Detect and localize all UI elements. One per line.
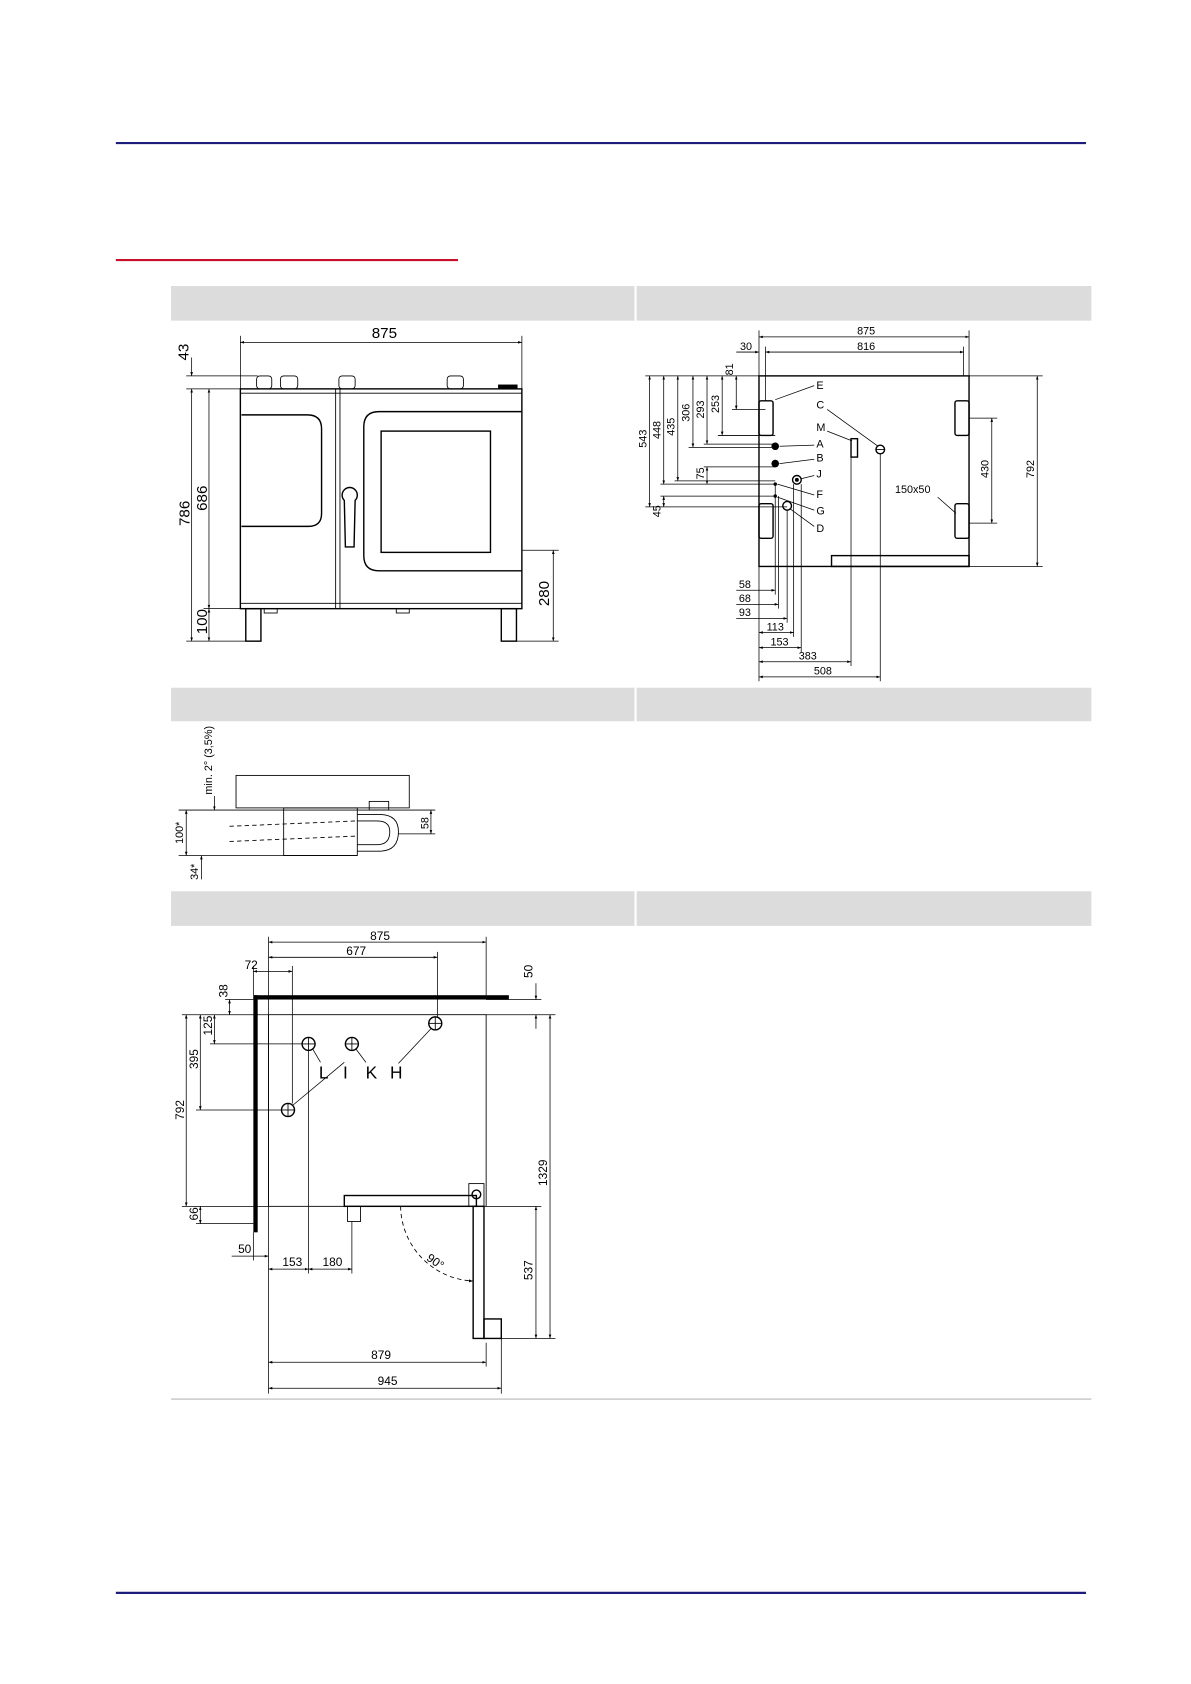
dimension-543 bbox=[637, 376, 649, 507]
foot-rear-right bbox=[955, 401, 969, 436]
dimension-wall-gap bbox=[522, 964, 536, 1028]
drain-pipe-top bbox=[230, 821, 358, 826]
dimension-foot-spacing bbox=[980, 418, 992, 523]
label-g: G bbox=[816, 505, 825, 518]
connection-k bbox=[345, 1037, 358, 1050]
dimension-label: 677 bbox=[346, 944, 367, 959]
control-panel-display bbox=[241, 415, 321, 527]
dimension-label: 508 bbox=[813, 665, 832, 678]
connection-h bbox=[429, 1017, 442, 1030]
label-k: K bbox=[365, 1062, 378, 1083]
dimension-label: 686 bbox=[193, 485, 211, 511]
dimension-floor-gap bbox=[189, 856, 201, 880]
dimension-label: 306 bbox=[680, 403, 693, 422]
oven-outline bbox=[759, 376, 969, 567]
dimension-connection-offset bbox=[269, 944, 438, 958]
dimension-total-width bbox=[269, 1374, 502, 1388]
foot-rear-left bbox=[759, 401, 773, 436]
dimension-293 bbox=[695, 376, 707, 444]
dimension-label: 293 bbox=[694, 400, 707, 419]
dimension-row-2 bbox=[187, 1015, 201, 1110]
dimension-pipe-height bbox=[420, 810, 432, 834]
slope-note: min. 2° (3,5%) bbox=[203, 725, 216, 795]
dimension-col-2 bbox=[309, 1255, 352, 1269]
dimension-label: 113 bbox=[766, 621, 784, 634]
dimension-45 bbox=[651, 496, 663, 517]
label-m: M bbox=[816, 422, 826, 435]
dimension-label: 153 bbox=[770, 636, 789, 649]
leader-e bbox=[775, 386, 814, 400]
label-h: H bbox=[390, 1062, 403, 1083]
leader-h bbox=[398, 1029, 430, 1064]
wall-rear bbox=[253, 995, 509, 999]
foot-front-right bbox=[955, 504, 969, 539]
section-band-3 bbox=[171, 891, 1091, 926]
connection-a bbox=[771, 442, 779, 450]
control-knob-4 bbox=[447, 376, 463, 389]
dimension-253 bbox=[710, 376, 722, 436]
front-foot bbox=[348, 1206, 361, 1221]
dimension-306 bbox=[681, 376, 693, 447]
dimension-leg-height bbox=[194, 609, 211, 641]
dimension-label: 430 bbox=[979, 459, 992, 479]
dimension-label: 1329 bbox=[535, 1159, 550, 1187]
dimension-label: 448 bbox=[651, 420, 664, 440]
band-right bbox=[637, 688, 1092, 722]
label-a: A bbox=[816, 438, 824, 451]
dimension-handle-height bbox=[536, 550, 553, 641]
dimension-label: 875 bbox=[370, 928, 390, 943]
leg-right bbox=[501, 609, 516, 641]
dimension-side-offset bbox=[736, 341, 759, 353]
dimension-label: 280 bbox=[535, 580, 553, 607]
dimension-label: 879 bbox=[371, 1348, 392, 1363]
foot-size-label: 150x50 bbox=[894, 483, 931, 496]
leader-c bbox=[827, 409, 878, 446]
dimension-label: 945 bbox=[377, 1373, 398, 1388]
connections-view-drawing bbox=[637, 326, 1042, 681]
band-left bbox=[171, 286, 634, 321]
dimension-width bbox=[269, 929, 487, 943]
dimension-label: 66 bbox=[187, 1207, 202, 1221]
dimension-label: 72 bbox=[244, 958, 258, 973]
label-i: I bbox=[342, 1062, 348, 1083]
band-right bbox=[637, 286, 1092, 321]
label-d: D bbox=[816, 522, 825, 535]
dimension-label: 100 bbox=[193, 609, 211, 635]
dimension-label: 50 bbox=[238, 1241, 252, 1256]
dimension-58 bbox=[736, 579, 775, 591]
leader-b bbox=[780, 459, 815, 463]
dimension-435 bbox=[666, 376, 678, 481]
door-frame bbox=[364, 412, 522, 571]
dimension-68 bbox=[736, 593, 778, 605]
dimension-clear-width bbox=[269, 1348, 487, 1362]
dimension-label: 792 bbox=[173, 1100, 188, 1120]
dimension-door-swing bbox=[522, 1206, 536, 1338]
dimension-label: 58 bbox=[738, 579, 751, 592]
dimension-label: 383 bbox=[798, 650, 817, 663]
door-window bbox=[381, 431, 490, 552]
leader-m bbox=[827, 431, 852, 441]
dimension-rear-gap bbox=[187, 1206, 201, 1223]
dimension-label: 50 bbox=[521, 964, 536, 979]
drain-pipe-bottom bbox=[230, 836, 358, 841]
leader-foot-size bbox=[938, 497, 956, 513]
drain-flange bbox=[369, 801, 388, 810]
base-plate bbox=[832, 556, 970, 567]
door-handle-open bbox=[484, 1319, 501, 1338]
dimension-label: 93 bbox=[738, 607, 751, 620]
dimension-label: 816 bbox=[857, 340, 876, 353]
dimension-label: 58 bbox=[419, 817, 432, 830]
dimension-drain-height bbox=[174, 810, 186, 855]
dimension-body-height bbox=[194, 389, 211, 609]
dimension-label: 435 bbox=[665, 417, 678, 436]
label-b: B bbox=[816, 452, 824, 465]
leader-f bbox=[777, 484, 814, 495]
dimension-153 bbox=[759, 636, 801, 648]
dimension-label: 875 bbox=[857, 325, 876, 338]
dimension-label: 875 bbox=[371, 324, 398, 342]
leader-l bbox=[313, 1049, 321, 1062]
front-view-drawing bbox=[175, 325, 558, 641]
band-right bbox=[637, 891, 1092, 926]
dimension-depth bbox=[173, 1015, 187, 1207]
leader-k bbox=[356, 1049, 366, 1062]
dimension-top-gap bbox=[175, 344, 192, 376]
dimension-383 bbox=[759, 651, 851, 663]
dimension-label: 68 bbox=[738, 593, 751, 606]
oven-footprint bbox=[269, 1015, 487, 1207]
foot-front-left bbox=[759, 504, 773, 539]
dimension-label: 34* bbox=[189, 863, 202, 880]
door-open bbox=[473, 1206, 484, 1338]
dimension-label: 543 bbox=[637, 429, 650, 448]
dimension-label: 81 bbox=[724, 363, 737, 376]
dimension-label: 100* bbox=[173, 821, 186, 844]
dimension-col-1 bbox=[269, 1255, 309, 1269]
oven-base-section bbox=[236, 775, 409, 807]
dimension-label: 786 bbox=[176, 500, 194, 527]
dimension-label: 180 bbox=[322, 1254, 343, 1269]
control-knob-1 bbox=[257, 376, 272, 389]
wall-side bbox=[253, 995, 257, 1232]
control-knob-3 bbox=[339, 376, 355, 389]
dimension-label: 45 bbox=[651, 505, 664, 518]
dimension-overall-height bbox=[176, 389, 193, 641]
band-left bbox=[171, 688, 634, 722]
drain-elbow bbox=[357, 814, 398, 851]
label-f: F bbox=[816, 489, 823, 502]
label-e: E bbox=[816, 379, 824, 392]
connection-j-core bbox=[795, 478, 799, 482]
section-band-1 bbox=[171, 286, 1091, 321]
dimension-label: 253 bbox=[709, 395, 722, 414]
dimension-label: 153 bbox=[282, 1254, 303, 1269]
dimension-inner-width bbox=[765, 341, 963, 353]
connection-d bbox=[783, 501, 792, 510]
leader-a bbox=[780, 445, 815, 446]
dimension-508 bbox=[759, 666, 880, 678]
foot-size-callout bbox=[895, 484, 956, 514]
dimension-75 bbox=[695, 467, 707, 484]
dimension-label: 125 bbox=[201, 1015, 216, 1036]
drain-elbow-inner bbox=[357, 821, 389, 845]
dimension-width bbox=[759, 326, 969, 338]
dimension-label: 395 bbox=[187, 1049, 202, 1070]
leg-left bbox=[246, 609, 261, 641]
dimension-label: 537 bbox=[521, 1260, 536, 1281]
floor-plan-drawing bbox=[173, 929, 555, 1394]
leader-j bbox=[801, 475, 814, 478]
drain-housing bbox=[284, 808, 358, 856]
label-c: C bbox=[816, 399, 825, 412]
control-knob-2 bbox=[280, 376, 297, 389]
connection-b bbox=[771, 460, 779, 468]
vent-cap bbox=[498, 385, 517, 389]
dimension-448 bbox=[651, 376, 663, 484]
label-l: L bbox=[318, 1062, 329, 1083]
label-j: J bbox=[816, 468, 822, 481]
dimension-label: 38 bbox=[216, 984, 231, 998]
dimension-93 bbox=[736, 607, 787, 619]
section-band-2 bbox=[171, 688, 1091, 722]
dimension-label: 30 bbox=[739, 340, 753, 353]
dimension-label: 75 bbox=[694, 467, 707, 480]
dimension-row-1 bbox=[201, 1015, 215, 1044]
door-angle-label: 90° bbox=[423, 1250, 447, 1273]
connection-m bbox=[851, 439, 857, 457]
dimension-label: 792 bbox=[1025, 459, 1038, 479]
door-closed bbox=[344, 1196, 476, 1207]
dimension-depth bbox=[1025, 376, 1037, 567]
drain-view-drawing bbox=[174, 726, 435, 880]
connection-l bbox=[302, 1037, 315, 1050]
dimension-side-gap bbox=[232, 1242, 269, 1256]
dimension-113 bbox=[759, 621, 794, 633]
band-left bbox=[171, 891, 634, 926]
door-handle bbox=[342, 488, 357, 547]
dimension-total-depth bbox=[536, 1015, 550, 1339]
dimension-label: 43 bbox=[175, 343, 193, 361]
dimension-width bbox=[240, 325, 522, 342]
